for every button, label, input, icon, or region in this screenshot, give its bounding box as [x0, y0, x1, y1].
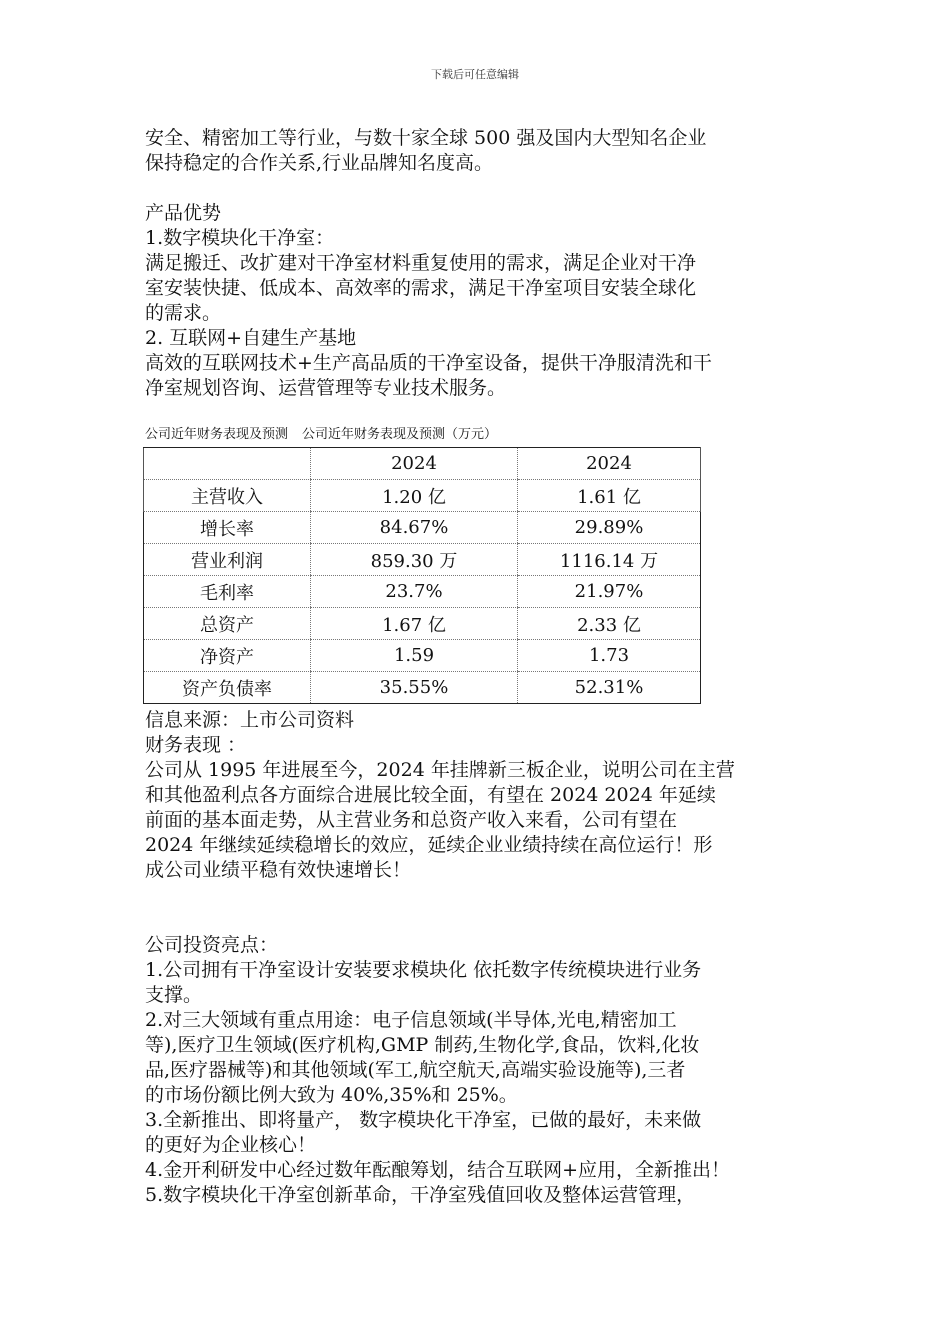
table-cell: 2.33 亿: [518, 608, 701, 640]
table-cell: 1.61 亿: [518, 480, 701, 512]
table-cell: 1116.14 万: [518, 544, 701, 576]
table-row: [144, 480, 701, 512]
text-line: 支撑。: [145, 984, 203, 1006]
text-line: 的市场份额比例大致为 40%,35%和 25%。: [145, 1084, 518, 1106]
table-header-cell: 2024: [311, 448, 518, 480]
row-label: 增长率: [144, 512, 311, 544]
text-line: 前面的基本面走势，从主营业务和总资产收入来看，公司有望在: [145, 809, 678, 831]
table-header-cell: [144, 448, 311, 480]
page-header-note: 下载后可任意编辑: [431, 68, 519, 81]
text-line: 满足搬迁、改扩建对干净室材料重复使用的需求，满足企业对干净: [145, 252, 697, 274]
text-line: 4.金开利研发中心经过数年酝酿筹划，结合互联网+应用，全新推出！: [145, 1159, 731, 1181]
row-label: 主营收入: [144, 480, 311, 512]
table-cell: 1.59: [311, 640, 518, 672]
table-cell: 1.73: [518, 640, 701, 672]
financial-table: [143, 447, 701, 704]
row-label: 净资产: [144, 640, 311, 672]
text-line: 室安装快捷、低成本、高效率的需求，满足干净室项目安装全球化: [145, 277, 697, 299]
section-title: 公司投资亮点：: [145, 934, 279, 956]
text-line: 净室规划咨询、运营管理等专业技术服务。: [145, 377, 507, 399]
table-row: [144, 512, 701, 544]
table-cell: 29.89%: [518, 512, 701, 544]
section-title: 产品优势: [145, 202, 222, 224]
advantages-section: [145, 201, 810, 401]
table-cell: 35.55%: [311, 672, 518, 704]
row-label: 毛利率: [144, 576, 311, 608]
table-caption-right: 公司近年财务表现及预测（万元）: [302, 427, 498, 442]
row-label: 资产负债率: [144, 672, 311, 704]
row-label: 营业利润: [144, 544, 311, 576]
table-header-cell: 2024: [518, 448, 701, 480]
text-line: 品,医疗器械等)和其他领域(军工,航空航天,高端实验设施等),三者: [145, 1059, 686, 1081]
text-line: 3.全新推出、即将量产， 数字模块化干净室，已做的最好，未来做: [145, 1109, 702, 1131]
intro-paragraph: [145, 126, 810, 176]
finance-section: [145, 708, 810, 883]
text-line: 和其他盈利点各方面综合进展比较全面，有望在 2024 2024 年延续: [145, 784, 716, 806]
table-cell: 52.31%: [518, 672, 701, 704]
item-title: 2. 互联网+自建生产基地: [145, 327, 357, 349]
text-line: 保持稳定的合作关系,行业品牌知名度高。: [145, 152, 494, 174]
item-title: 1.数字模块化干净室：: [145, 227, 335, 249]
table-header-row: [144, 448, 701, 480]
table-caption-left: 公司近年财务表现及预测: [145, 427, 289, 442]
text-line: 成公司业绩平稳有效快速增长！: [145, 859, 412, 881]
text-line: 1.公司拥有干净室设计安装要求模块化 依托数字传统模块进行业务: [145, 959, 702, 981]
row-label: 总资产: [144, 608, 311, 640]
table-row: [144, 544, 701, 576]
table-cell: 23.7%: [311, 576, 518, 608]
text-line: 的需求。: [145, 302, 222, 324]
table-row: [144, 672, 701, 704]
table-cell: 1.67 亿: [311, 608, 518, 640]
table-caption: [145, 426, 497, 444]
source-note: 信息来源：上市公司资料: [145, 709, 355, 731]
text-line: 安全、精密加工等行业，与数十家全球 500 强及国内大型知名企业: [145, 127, 707, 149]
highlights-section: [145, 933, 810, 1208]
text-line: 5.数字模块化干净室创新革命，干净室残值回收及整体运营管理，: [145, 1184, 696, 1206]
text-line: 高效的互联网技术+生产高品质的干净室设备，提供干净服清洗和干: [145, 352, 712, 374]
text-line: 2024 年继续延续稳增长的效应，延续企业业绩持续在高位运行！形: [145, 834, 713, 856]
text-line: 等),医疗卫生领域(医疗机构,GMP 制药,生物化学,食品，饮料,化妆: [145, 1034, 700, 1056]
table-row: [144, 640, 701, 672]
text-line: 2.对三大领域有重点用途：电子信息领域(半导体,光电,精密加工: [145, 1009, 677, 1031]
table-cell: 84.67%: [311, 512, 518, 544]
table-cell: 21.97%: [518, 576, 701, 608]
table-cell: 859.30 万: [311, 544, 518, 576]
text-line: 公司从 1995 年进展至今，2024 年挂牌新三板企业，说明公司在主营: [145, 759, 735, 781]
table-row: [144, 576, 701, 608]
text-line: 的更好为企业核心！: [145, 1134, 317, 1156]
section-title: 财务表现 ：: [145, 734, 247, 756]
table-cell: 1.20 亿: [311, 480, 518, 512]
table-row: [144, 608, 701, 640]
